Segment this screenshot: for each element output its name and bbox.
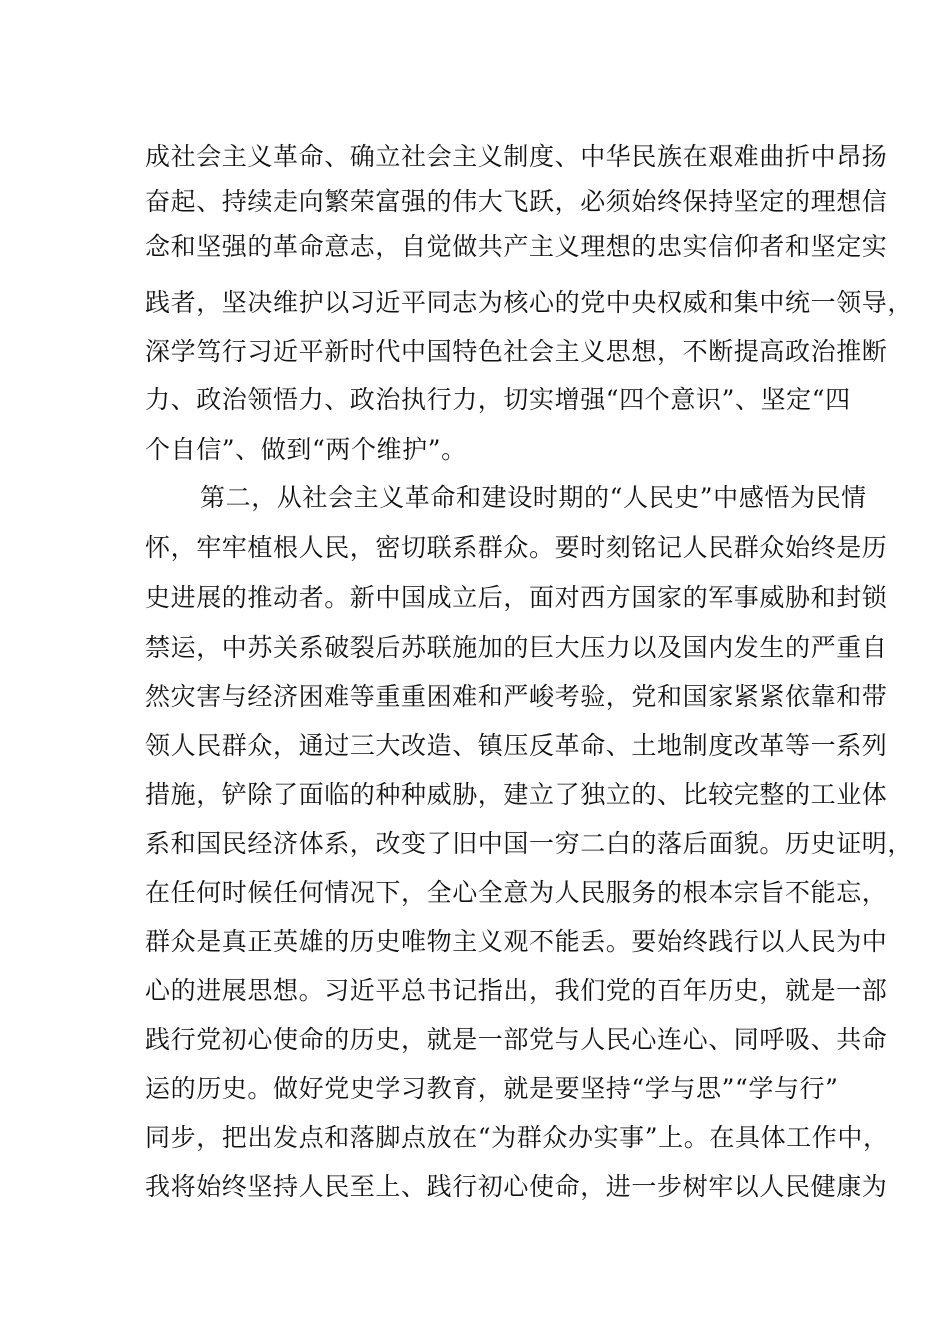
text-line: 力、政治领悟力、政治执行力，切实增强“四个意识”、坚定“四 <box>145 385 851 414</box>
text-line: 我将始终坚持人民至上、践行初心使命，进一步树牢以人民健康为 <box>145 1172 888 1201</box>
text-line: 在任何时候任何情况下，全心全意为人民服务的根本宗旨不能忘， <box>145 878 888 907</box>
text-line: 然灾害与经济困难等重重困难和严峻考验，党和国家紧紧依靠和带 <box>145 682 888 711</box>
text-line: 运的历史。做好党史学习教育，就是要坚持“学与思”“学与行” <box>145 1074 839 1103</box>
text-line: 深学笃行习近平新时代中国特色社会主义思想，不断提高政治推断 <box>145 337 888 366</box>
text-line: 心的进展思想。习近平总书记指出，我们党的百年历史，就是一部 <box>145 976 888 1005</box>
text-line: 同步，把出发点和落脚点放在“为群众办实事”上。在具体工作中， <box>145 1123 889 1152</box>
text-line: 禁运，中苏关系破裂后苏联施加的巨大压力以及国内发生的严重自 <box>145 633 888 662</box>
text-line: 措施，铲除了面临的种种威胁，建立了独立的、比较完整的工业体 <box>145 780 888 809</box>
text-line: 成社会主义革命、确立社会主义制度、中华民族在艰难曲折中昂扬 <box>145 142 888 171</box>
text-line: 践行党初心使命的历史，就是一部党与人民心连心、同呼吸、共命 <box>145 1025 888 1054</box>
text-line: 怀，牢牢植根人民，密切联系群众。要时刻铭记人民群众始终是历 <box>145 533 888 562</box>
paragraph-first-line: 第二，从社会主义革命和建设时期的“人民史”中感悟为民情 <box>200 483 867 512</box>
text-line: 系和国民经济体系，改变了旧中国一穷二白的落后面貌。历史证明， <box>145 829 914 858</box>
text-line: 个自信”、做到“两个维护”。 <box>145 435 467 464</box>
text-line: 践者，坚决维护以习近平同志为核心的党中央权威和集中统一领导， <box>145 288 914 317</box>
text-line: 奋起、持续走向繁荣富强的伟大飞跃，必须始终保持坚定的理想信 <box>145 187 888 216</box>
text-line: 史进展的推动者。新中国成立后，面对西方国家的军事威胁和封锁 <box>145 583 888 612</box>
text-line: 群众是真正英雄的历史唯物主义观不能丢。要始终践行以人民为中 <box>145 927 888 956</box>
text-line: 领人民群众，通过三大改造、镇压反革命、土地制度改革等一系列 <box>145 731 888 760</box>
text-line: 念和坚强的革命意志，自觉做共产主义理想的忠实信仰者和坚定实 <box>145 232 888 261</box>
